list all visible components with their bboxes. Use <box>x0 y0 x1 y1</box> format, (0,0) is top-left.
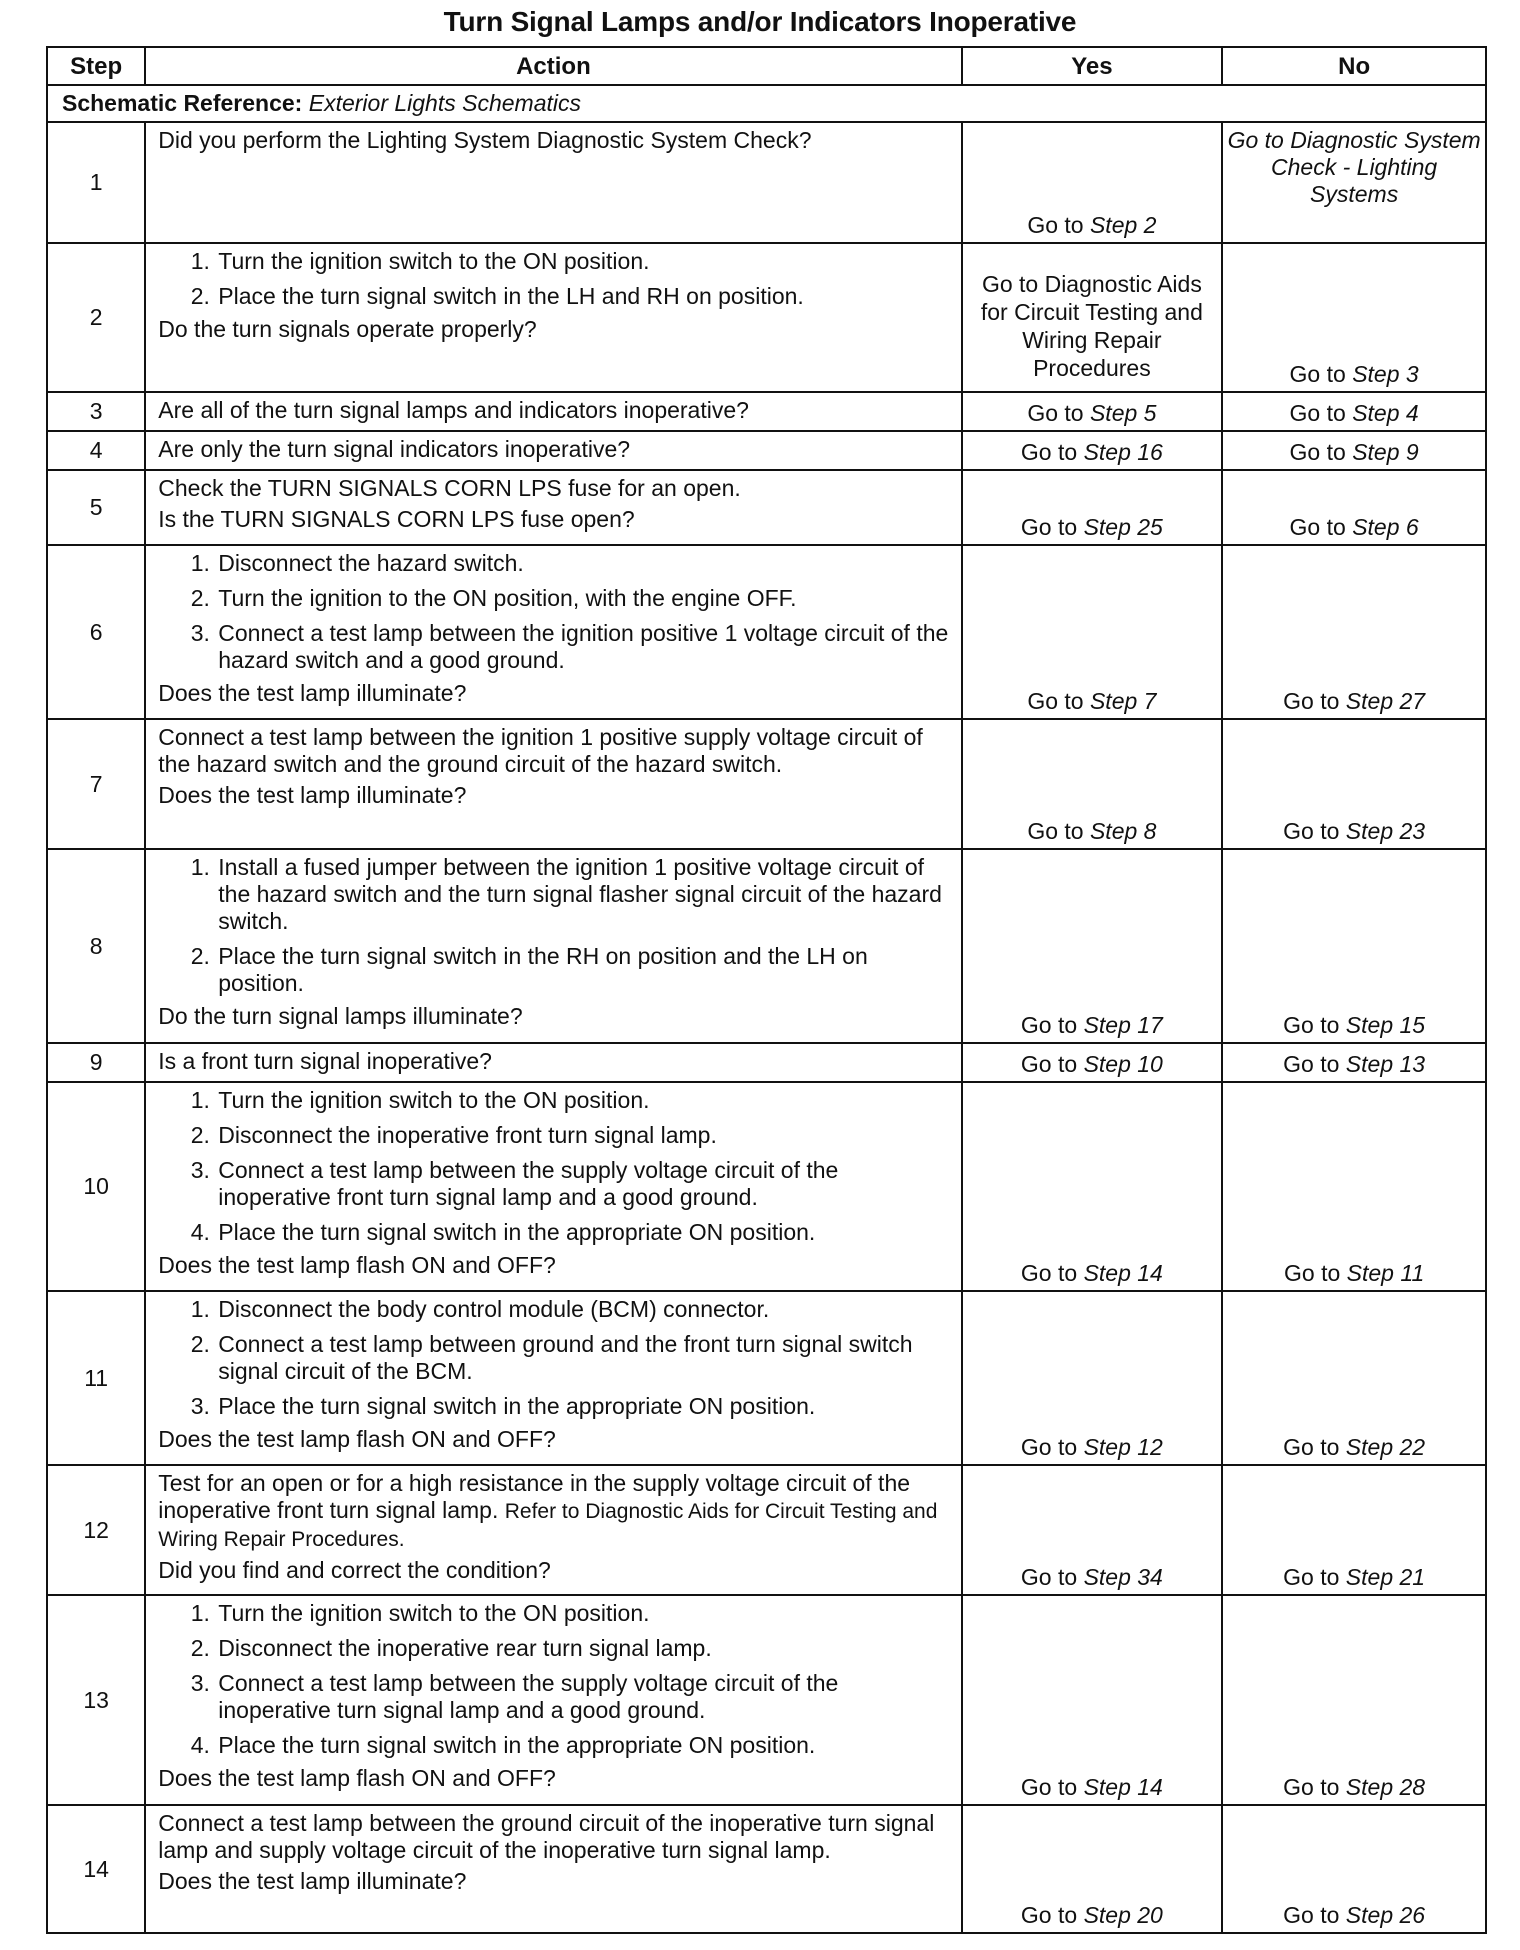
question-text: Is the TURN SIGNALS CORN LPS fuse open? <box>158 506 635 532</box>
yes-link[interactable]: Step 25 <box>1083 514 1163 540</box>
goto-text: Go to <box>1020 1564 1078 1590</box>
question-text: Are only the turn signal indicators inoperative? <box>158 436 631 462</box>
yes-cell <box>962 719 1223 849</box>
table-row <box>47 243 1486 392</box>
action-cell <box>145 470 961 545</box>
no-cell <box>1222 719 1486 849</box>
goto-text: Go to <box>1289 361 1346 387</box>
action-text-part: Test for an open or for a high resistance in the supply voltage circuit of the inoperative front turn signal lamp. <box>158 1470 911 1523</box>
goto-text: Go to <box>1283 1902 1340 1928</box>
list-item: 3. Connect a test lamp between the ignition positive 1 voltage circuit of the hazard switch and a good ground. <box>216 620 948 674</box>
no-cell <box>1222 243 1486 392</box>
question-text: Does the test lamp flash ON and OFF? <box>158 1252 556 1278</box>
question-text: Did you perform the Lighting System Diagnostic System Check? <box>158 127 812 153</box>
goto-text: Go to <box>1283 1051 1340 1077</box>
action-cell <box>145 1465 961 1595</box>
header-no: No <box>1222 47 1486 85</box>
table-row <box>47 1043 1486 1082</box>
list-item: 2. Disconnect the inoperative front turn signal lamp. <box>216 1122 948 1149</box>
yes-cell <box>962 243 1223 392</box>
yes-cell <box>962 470 1223 545</box>
table-row <box>47 1291 1486 1465</box>
table-row <box>47 1082 1486 1291</box>
goto-text: Go to <box>1027 212 1084 238</box>
no-link[interactable]: Step 28 <box>1345 1774 1426 1800</box>
schematic-reference-row <box>47 85 1486 122</box>
step-number: 1 <box>47 122 145 243</box>
yes-cell <box>962 1465 1223 1595</box>
no-link[interactable]: Step 23 <box>1345 818 1426 844</box>
yes-link[interactable]: Step 34 <box>1083 1564 1163 1590</box>
yes-cell <box>962 122 1223 243</box>
no-link[interactable]: Step 26 <box>1345 1902 1426 1928</box>
step-number: 8 <box>47 849 145 1043</box>
action-cell <box>145 1805 961 1933</box>
action-cell <box>145 1291 961 1465</box>
list-item: 4. Place the turn signal switch in the appropriate ON position. <box>216 1219 948 1246</box>
yes-link[interactable]: Step 17 <box>1083 1012 1163 1038</box>
yes-cell <box>962 1805 1223 1933</box>
list-item: 3. Connect a test lamp between the supply voltage circuit of the inoperative front turn signal lamp and a good ground. <box>216 1157 948 1211</box>
no-cell <box>1222 122 1486 243</box>
schematic-link[interactable]: Exterior Lights Schematics <box>308 90 582 116</box>
step-number: 10 <box>47 1082 145 1291</box>
no-cell <box>1222 1082 1486 1291</box>
yes-link[interactable]: Step 8 <box>1089 818 1157 844</box>
instruction-list <box>158 550 948 674</box>
action-cell <box>145 243 961 392</box>
goto-text: Go to <box>1020 439 1078 465</box>
table-row <box>47 1805 1486 1933</box>
action-cell <box>145 1082 961 1291</box>
list-item: 2. Turn the ignition to the ON position, with the engine OFF. <box>216 585 948 612</box>
question-text: Does the test lamp illuminate? <box>158 680 467 706</box>
action-text: Connect a test lamp between the ground circuit of the inoperative turn signal lamp and supply voltage circuit of the inoperative turn signal lamp. <box>158 1810 935 1863</box>
question-text: Does the test lamp illuminate? <box>158 1868 467 1894</box>
goto-text: Go to <box>1283 1564 1340 1590</box>
list-item: 1. Turn the ignition switch to the ON position. <box>216 248 948 275</box>
step-number: 11 <box>47 1291 145 1465</box>
no-cell <box>1222 545 1486 719</box>
step-number: 7 <box>47 719 145 849</box>
table-row <box>47 470 1486 545</box>
yes-link[interactable]: Step 5 <box>1089 400 1157 426</box>
action-cell <box>145 392 961 431</box>
header-yes: Yes <box>962 47 1223 85</box>
table-row <box>47 1595 1486 1805</box>
header-step: Step <box>47 47 145 85</box>
list-item: 2. Place the turn signal switch in the RH on position and the LH on position. <box>216 943 948 997</box>
yes-link[interactable]: Step 10 <box>1083 1051 1163 1077</box>
yes-link[interactable]: Step 20 <box>1083 1902 1163 1928</box>
goto-text: Go to <box>1284 1260 1341 1286</box>
yes-cell <box>962 431 1223 470</box>
yes-cell <box>962 1082 1223 1291</box>
refer-text[interactable]: Refer to Diagnostic Aids for Circuit Testing and Wiring Repair Procedures. <box>158 1500 938 1551</box>
action-cell <box>145 1595 961 1805</box>
instruction-list <box>158 248 948 310</box>
no-link[interactable]: Step 11 <box>1346 1260 1425 1286</box>
question-text: Do the turn signal lamps illuminate? <box>158 1003 523 1029</box>
question-text: Are all of the turn signal lamps and indicators inoperative? <box>158 397 749 423</box>
list-item: 3. Place the turn signal switch in the appropriate ON position. <box>216 1393 948 1420</box>
action-text <box>158 1470 948 1553</box>
goto-text: Go to <box>1283 1774 1340 1800</box>
goto-text: Go to <box>1020 1012 1078 1038</box>
goto-text: Go to <box>1283 688 1340 714</box>
yes-link[interactable]: Step 14 <box>1083 1260 1163 1286</box>
table-row <box>47 1465 1486 1595</box>
no-link[interactable]: Step 27 <box>1345 688 1426 714</box>
yes-link[interactable]: Go to Diagnostic Aids for Circuit Testing and Wiring Repair Procedures <box>980 271 1203 381</box>
yes-cell <box>962 849 1223 1043</box>
no-cell <box>1222 470 1486 545</box>
yes-cell <box>962 1595 1223 1805</box>
action-cell <box>145 849 961 1043</box>
step-number: 2 <box>47 243 145 392</box>
goto-text: Go to <box>1020 514 1078 540</box>
list-item: 2. Disconnect the inoperative rear turn signal lamp. <box>216 1635 948 1662</box>
no-cell <box>1222 849 1486 1043</box>
goto-text: Go to <box>1283 1012 1340 1038</box>
step-number: 6 <box>47 545 145 719</box>
list-item: 3. Connect a test lamp between the supply voltage circuit of the inoperative turn signal lamp and a good ground. <box>216 1670 948 1724</box>
no-cell <box>1222 1043 1486 1082</box>
goto-text: Go to <box>1027 400 1084 426</box>
question-text: Did you find and correct the condition? <box>158 1557 551 1583</box>
no-link[interactable]: Step 21 <box>1345 1564 1426 1590</box>
action-cell <box>145 1043 961 1082</box>
yes-cell <box>962 1043 1223 1082</box>
yes-link[interactable]: Step 16 <box>1083 439 1163 465</box>
header-action: Action <box>145 47 961 85</box>
schematic-label: Schematic Reference: <box>62 90 303 116</box>
question-text: Does the test lamp flash ON and OFF? <box>158 1426 556 1452</box>
table-row <box>47 392 1486 431</box>
yes-cell <box>962 392 1223 431</box>
goto-text: Go to <box>1027 688 1084 714</box>
step-number: 12 <box>47 1465 145 1595</box>
yes-link[interactable]: Step 12 <box>1083 1434 1163 1460</box>
no-cell <box>1222 431 1486 470</box>
no-cell <box>1222 1465 1486 1595</box>
yes-cell <box>962 545 1223 719</box>
instruction-list <box>158 1600 948 1759</box>
goto-text: Go to <box>1020 1902 1078 1928</box>
action-text: Check the TURN SIGNALS CORN LPS fuse for an open. <box>158 475 741 501</box>
no-link[interactable]: Step 3 <box>1352 361 1419 387</box>
no-cell <box>1222 1291 1486 1465</box>
goto-text: Go to <box>1020 1260 1078 1286</box>
step-number: 4 <box>47 431 145 470</box>
question-text: Is a front turn signal inoperative? <box>158 1048 492 1074</box>
action-cell <box>145 719 961 849</box>
instruction-list <box>158 854 948 997</box>
yes-cell <box>962 1291 1223 1465</box>
action-cell <box>145 431 961 470</box>
goto-text: Go to <box>1020 1434 1078 1460</box>
no-link[interactable]: Step 13 <box>1345 1051 1426 1077</box>
goto-text: Go to <box>1289 439 1346 465</box>
question-text: Do the turn signals operate properly? <box>158 316 537 342</box>
table-header-row <box>47 47 1486 85</box>
no-link[interactable]: Step 6 <box>1352 514 1419 540</box>
table-row <box>47 122 1486 243</box>
diagnostic-table <box>46 46 1487 1934</box>
list-item: 1. Turn the ignition switch to the ON position. <box>216 1600 948 1627</box>
no-link[interactable]: Go to Diagnostic System Check - Lighting Systems <box>1227 127 1481 207</box>
list-item: 1. Disconnect the hazard switch. <box>216 550 948 577</box>
no-link[interactable]: Step 15 <box>1345 1012 1426 1038</box>
table-row <box>47 545 1486 719</box>
step-number: 13 <box>47 1595 145 1805</box>
instruction-list <box>158 1087 948 1246</box>
no-link[interactable]: Step 22 <box>1345 1434 1426 1460</box>
table-row <box>47 849 1486 1043</box>
schematic-reference <box>47 85 1486 122</box>
goto-text: Go to <box>1027 818 1084 844</box>
action-cell <box>145 122 961 243</box>
list-item: 1. Turn the ignition switch to the ON position. <box>216 1087 948 1114</box>
list-item: 1. Disconnect the body control module (BCM) connector. <box>216 1296 948 1323</box>
page-title: Turn Signal Lamps and/or Indicators Inoperative <box>443 6 1077 37</box>
list-item: 2. Connect a test lamp between ground and the front turn signal switch signal circuit of the BCM. <box>216 1331 948 1385</box>
action-text: Connect a test lamp between the ignition 1 positive supply voltage circuit of the hazard switch and the ground circuit of the hazard switch. <box>158 724 923 777</box>
action-cell <box>145 545 961 719</box>
list-item: 1. Install a fused jumper between the ignition 1 positive voltage circuit of the hazard switch and the turn signal flasher signal circuit of the hazard switch. <box>216 854 948 935</box>
no-link[interactable]: Step 4 <box>1352 400 1419 426</box>
goto-text: Go to <box>1289 514 1346 540</box>
table-row <box>47 719 1486 849</box>
no-cell <box>1222 1595 1486 1805</box>
instruction-list <box>158 1296 948 1420</box>
no-link[interactable]: Step 9 <box>1352 439 1419 465</box>
table-row <box>47 431 1486 470</box>
goto-text: Go to <box>1283 1434 1340 1460</box>
no-cell <box>1222 392 1486 431</box>
list-item: 4. Place the turn signal switch in the appropriate ON position. <box>216 1732 948 1759</box>
step-number: 9 <box>47 1043 145 1082</box>
yes-link[interactable]: Step 7 <box>1089 688 1157 714</box>
list-item: 2. Place the turn signal switch in the LH and RH on position. <box>216 283 948 310</box>
goto-text: Go to <box>1020 1774 1078 1800</box>
question-text: Does the test lamp flash ON and OFF? <box>158 1765 556 1791</box>
goto-text: Go to <box>1283 818 1340 844</box>
question-text: Does the test lamp illuminate? <box>158 782 467 808</box>
no-cell <box>1222 1805 1486 1933</box>
yes-link[interactable]: Step 14 <box>1083 1774 1163 1800</box>
step-number: 14 <box>47 1805 145 1933</box>
yes-link[interactable]: Step 2 <box>1089 212 1157 238</box>
goto-text: Go to <box>1289 400 1346 426</box>
goto-text: Go to <box>1020 1051 1078 1077</box>
step-number: 3 <box>47 392 145 431</box>
step-number: 5 <box>47 470 145 545</box>
